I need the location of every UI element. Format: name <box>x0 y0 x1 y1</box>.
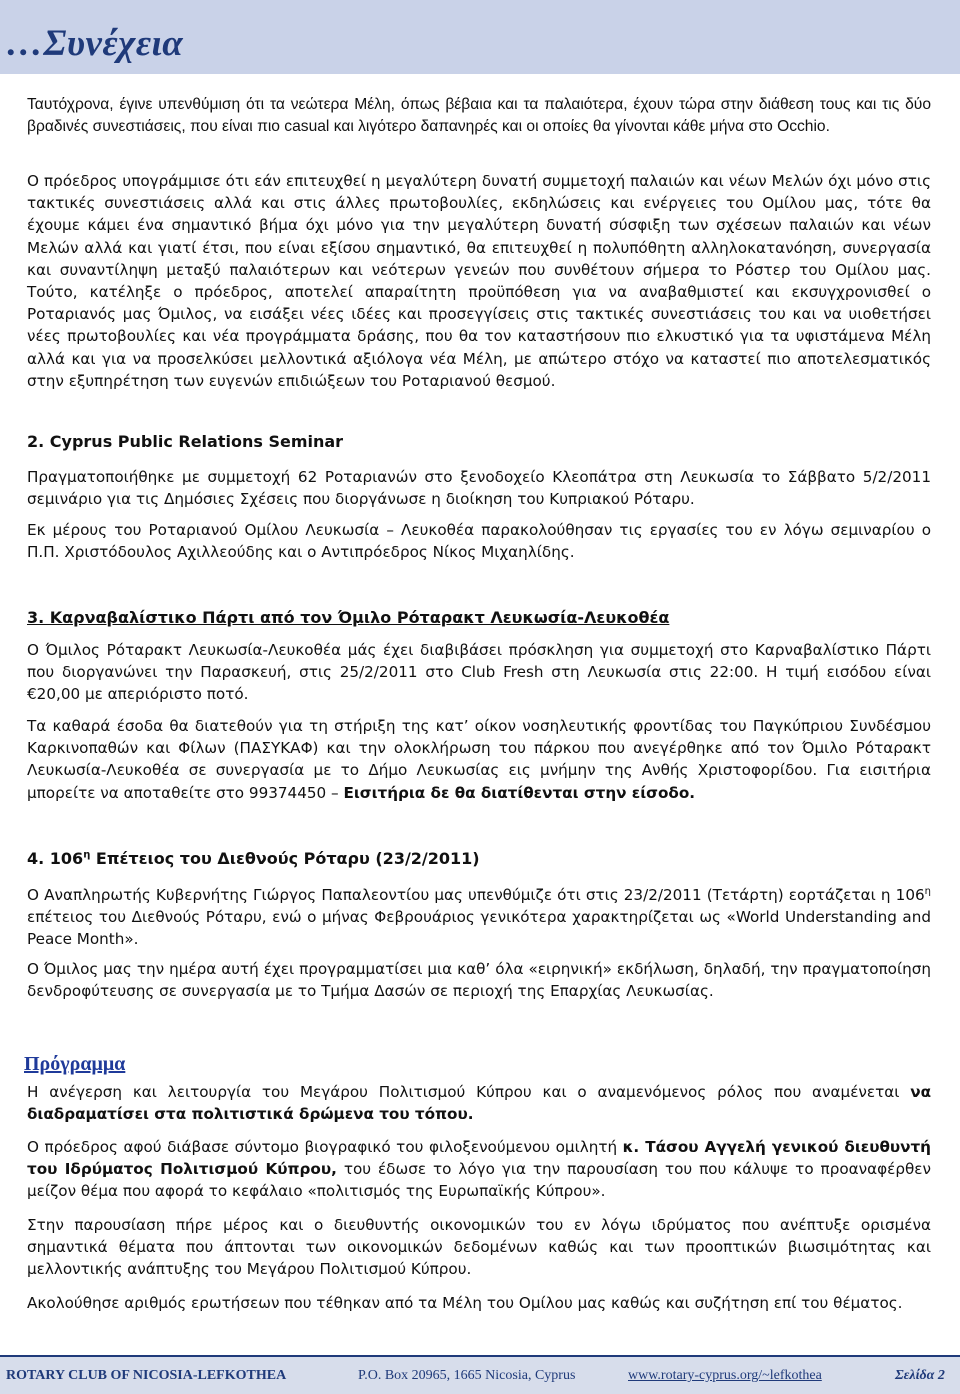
section-4-heading <box>27 849 480 868</box>
footer-po-box: P.O. Box 20965, 1665 Nicosia, Cyprus <box>358 1368 576 1383</box>
section-4-heading-suffix: Επέτειος του Διεθνούς Ρόταρυ (23/2/2011) <box>90 849 480 868</box>
section-3-heading: 3. Καρναβαλίστικο Πάρτι από τον Όμιλο Ρόταρακτ Λευκωσία-Λευκοθέα <box>27 608 670 627</box>
program-paragraph-2-text-1: Ο πρόεδρος αφού διάβασε σύντομο βιογραφικό του φιλοξενούμενου ομιλητή <box>27 1138 623 1156</box>
section-3-paragraph-2 <box>27 715 931 804</box>
section-2-paragraph-2: Εκ μέρους του Ροταριανού Ομίλου Λευκωσία – Λευκοθέα παρακολούθησαν τις εργασίες του εν λόγω σεμιναρίου ο Π.Π. Χριστόδουλος Αχιλλεούδης και ο Αντιπρόεδρος Νίκος Μιχαηλίδης. <box>27 521 931 562</box>
page-title: …Συνέχεια <box>6 23 184 64</box>
program-paragraph-3: Στην παρουσίαση πήρε μέρος και ο διευθυντής οικονομικών του εν λόγω ιδρύματος που ανέπτυξε ορισμένα σημαντικά θέματα που άπτονται των οικονομικών δεδομένων καθώς και των προοπτικών βιωσιμότητας και μελλοντικής ανάπτυξης του Μεγάρου Πολιτισμού Κύπρου. <box>27 1216 931 1279</box>
section-4-paragraph-1-sup: η <box>924 886 931 897</box>
program-paragraph-1-bold: να διαδραματίσει στα πολιτιστικά δρώμενα του τόπου. <box>27 1083 931 1124</box>
intro-paragraph-2: Ο πρόεδρος υπογράμμισε ότι εάν επιτευχθεί η μεγαλύτερη δυνατή συμμετοχή παλαιών και νέων Μελών όχι μόνο στις τακτικές συνεστιάσεις αλλά και στις άλλες πρωτοβουλίες, εκδηλώσεις και ενέργειες του Ομίλου μας, τότε θα έχουμε κάμει ένα σημαντικό βήμα όχι μόνο για την μεγαλύτερη δυνατή σύσφιξη των σχέσεων παλαιών και νέων Μελών αλλά και γιατί έτσι, που είναι εξίσου σημαντικό, θα επιτευχθεί η πολυπόθητη αλληλοκατανόηση, συνεργασία και συναντίληψη μεταξύ παλαιότερων και νεότερων γενεών που συνθέτουν σήμερα το Ρόστερ του Ομίλου μας. Τούτο, κατέληξε ο πρόεδρος, αποτελεί απαραίτητη προϋπόθεση για να αναβαθμιστεί και εκσυγχρονισθεί ο Ροταριανός μας Όμιλος, να εισάξει νέες ιδέες και προσεγγίσεις στις τακτικές συνεστιάσεις του και να υιοθετήσει νέες πρωτοβουλίες και νέα προγράμματα δράσης, που θα τον καταστήσουν πιο ελκυστικό για τα υφιστάμενα Μέλη αλλά και για να προσελκύσει μελλοντικά αξιόλογα νέα Μέλη, με απώτερο στόχο να καταστεί πιο αποτελεσματικός στην εξυπηρέτηση των ευγενών επιδιώξεων του Ροταριανού θεσμού. <box>27 172 931 390</box>
program-title: Πρόγραμμα <box>24 1053 126 1075</box>
program-paragraph-2 <box>27 1136 931 1203</box>
section-4-paragraph-2: Ο Όμιλος μας την ημέρα αυτή έχει προγραμματίσει μια καθ’ όλα «ειρηνική» εκδήλωση, δηλαδή, την πραγματοποίηση δενδροφύτευσης σε συνεργασία με το Τμήμα Δασών σε περιοχή της Επαρχίας Λευκωσίας. <box>27 960 931 1001</box>
intro-paragraph-1: Ταυτόχρονα, έγινε υπενθύμιση ότι τα νεώτερα Μέλη, όπως βέβαια και τα παλαιότερα, έχουν τώρα στην διάθεση τους και τις δύο βραδινές συνεστιάσεις, που είναι πιο casual και λιγότερο δαπανηρές και οι οποίες θα γίνονται κάθε μήνα στο Occhio. <box>27 96 931 136</box>
section-3-paragraph-2-bold: Εισιτήρια δε θα διατίθενται στην είσοδο. <box>343 783 696 802</box>
section-4-heading-sup: η <box>83 849 91 861</box>
footer-club-name: ROTARY CLUB OF NICOSIA-LEFKOTHEA <box>6 1368 287 1383</box>
program-paragraph-2-text-2: του έδωσε το λόγο για την παρουσίαση του που κάλυψε το προαναφέρθεν μείζον θέμα που αφορά το κεφάλαιο «πολιτισμός της Ευρωπαϊκής Κύπρου». <box>27 1160 931 1201</box>
section-4-paragraph-1-b: επέτειος του Διεθνούς Ρόταρυ, ενώ ο μήνας Φεβρουάριος γενικότερα χαρακτηρίζεται ως «World Understanding and Peace Month». <box>27 908 931 949</box>
header-band <box>0 0 960 74</box>
program-paragraph-1-text: Η ανέγερση και λειτουργία του Μεγάρου Πολιτισμού Κύπρου και ο αναμενόμενος ρόλος που αναμένεται <box>27 1083 911 1101</box>
footer-page-number: Σελίδα 2 <box>895 1368 945 1383</box>
section-2-heading: 2. Cyprus Public Relations Seminar <box>27 432 344 451</box>
section-3-paragraph-2-text: Τα καθαρά έσοδα θα διατεθούν για τη στήριξη της κατ’ οίκον νοσηλευτικής φροντίδας του Παγκύπριου Συνδέσμου Καρκινοπαθών και Φίλων (ΠΑΣΥΚΑΦ) και την ολοκλήρωση του πάρκου που ανεγέρθηκε από τον Όμιλο Ρόταρακτ Λευκωσία-Λευκοθέα σε συνεργασία με το Δήμο Λευκωσίας εις μνήμην της Ανθής Χριστοφορίδου. Για εισιτήρια μπορείτε να αποταθείτε στο 99374450 – <box>27 717 931 802</box>
footer-website-link[interactable]: www.rotary-cyprus.org/~lefkothea <box>628 1368 822 1383</box>
section-3-paragraph-1: Ο Όμιλος Ρόταρακτ Λευκωσία-Λευκοθέα μάς έχει διαβιβάσει πρόσκληση για συμμετοχή στο Καρναβαλίστικο Πάρτι που διοργανώνει την Παρασκευή, στις 25/2/2011 στο Club Fresh στη Λευκωσία στις 22:00. Η τιμή εισόδου είναι €20,00 με απεριόριστο ποτό. <box>27 641 931 704</box>
section-4-paragraph-1 <box>27 881 931 951</box>
section-2-paragraph-1: Πραγματοποιήθηκε με συμμετοχή 62 Ροταριανών στο ξενοδοχείο Κλεοπάτρα στη Λευκωσία το Σάββατο 5/2/2011 σεμινάριο για τις Δημόσιες Σχέσεις που διοργάνωσε η διοίκηση του Κυπριακού Ρόταρυ. <box>27 468 931 509</box>
footer <box>0 1357 960 1394</box>
section-4-paragraph-1-a: Ο Αναπληρωτής Κυβερνήτης Γιώργος Παπαλεοντίου μας υπενθύμιζε ότι στις 23/2/2011 (Τετάρτη) εορτάζεται η 106 <box>27 886 925 905</box>
program-paragraph-2-bold: κ. Τάσου Αγγελή γενικού διευθυντή του Ιδρύματος Πολιτισμού Κύπρου, <box>27 1138 931 1179</box>
program-paragraph-4: Ακολούθησε αριθμός ερωτήσεων που τέθηκαν από τα Μέλη του Ομίλου μας καθώς και συζήτηση επί του θέματος. <box>27 1294 903 1312</box>
section-4-heading-prefix: 4. 106 <box>27 849 84 868</box>
program-paragraph-1 <box>27 1081 931 1125</box>
